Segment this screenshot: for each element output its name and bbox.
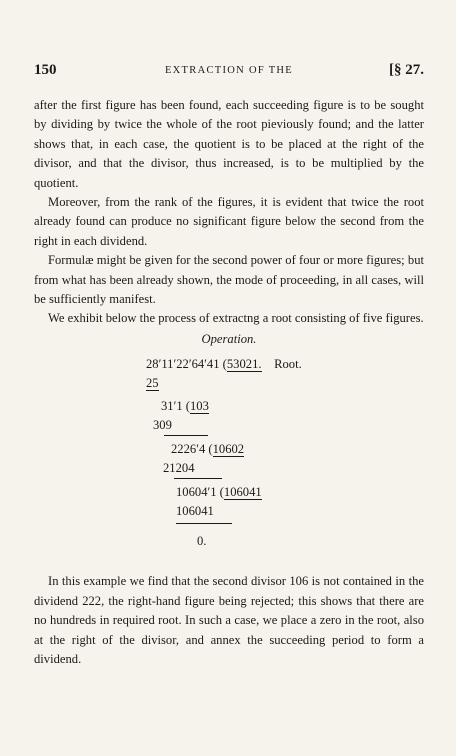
paragraph-formulae: Formulæ might be given for the second power of four or more figures; but from what has been already shown, the mode of proceeding, in all cases, will be sufficiently manifest. bbox=[34, 253, 424, 307]
operation-line-2: 25 bbox=[146, 376, 159, 391]
paragraph-continuation: after the first figure has been found, each succeeding figure is to be sought by dividing by twice the whole of the root pieviously found; and the latter shows that, in each case, the quotient is to be placed at the right of the divisor, and that the divisor, thus increased, is to be multiplied by the quotient. bbox=[34, 98, 424, 190]
operation-line-5: 2226′4 (10602 bbox=[171, 442, 245, 457]
operation-line-7: 10604′1 (106041 bbox=[176, 485, 262, 500]
divisor-3: 106041 bbox=[223, 485, 262, 500]
section-marker: [§ 27. bbox=[389, 62, 424, 78]
operation-rule-3 bbox=[176, 523, 232, 524]
running-header bbox=[34, 62, 424, 82]
divisor-1: 103 bbox=[190, 399, 209, 414]
operation-heading: Operation. bbox=[201, 331, 257, 346]
operation-rule-2 bbox=[174, 478, 222, 479]
operation-line-8: 106041 bbox=[176, 504, 214, 519]
operation-working bbox=[34, 351, 424, 572]
divisor-2: 10602 bbox=[212, 442, 245, 457]
operation-line-6: 21204 bbox=[163, 461, 195, 476]
operation-line-4: 309 bbox=[153, 418, 172, 433]
paragraph-rank: Moreover, from the rank of the figures, it is evident that twice the root already found can produce no significant figure below the second from the right in each dividend. bbox=[34, 195, 424, 248]
paragraph-closing: In this example we find that the second divisor 106 is not contained in the dividend 222, the right-hand figure being rejected; this shows that there are no hundreds in required root. In such a case, we place a zero in the root, also at the right of the divisor, and annex the succeeding period to form a dividend. bbox=[34, 574, 424, 666]
page-number: 150 bbox=[34, 62, 57, 78]
operation-line-3: 31′1 (103 bbox=[161, 399, 209, 414]
operation-line-9: 0. bbox=[197, 534, 207, 549]
running-title: EXTRACTION OF THE bbox=[164, 65, 294, 76]
operation-rule-1 bbox=[164, 435, 208, 436]
page-body bbox=[34, 96, 424, 669]
root-quotient: 53021. bbox=[226, 357, 262, 372]
paragraph-exhibit: We exhibit below the process of extractng a root consisting of five figures. bbox=[48, 311, 424, 326]
operation-line-1: 28′11′22′64′41 (53021. Root. bbox=[146, 357, 302, 372]
root-label: Root. bbox=[274, 357, 302, 372]
